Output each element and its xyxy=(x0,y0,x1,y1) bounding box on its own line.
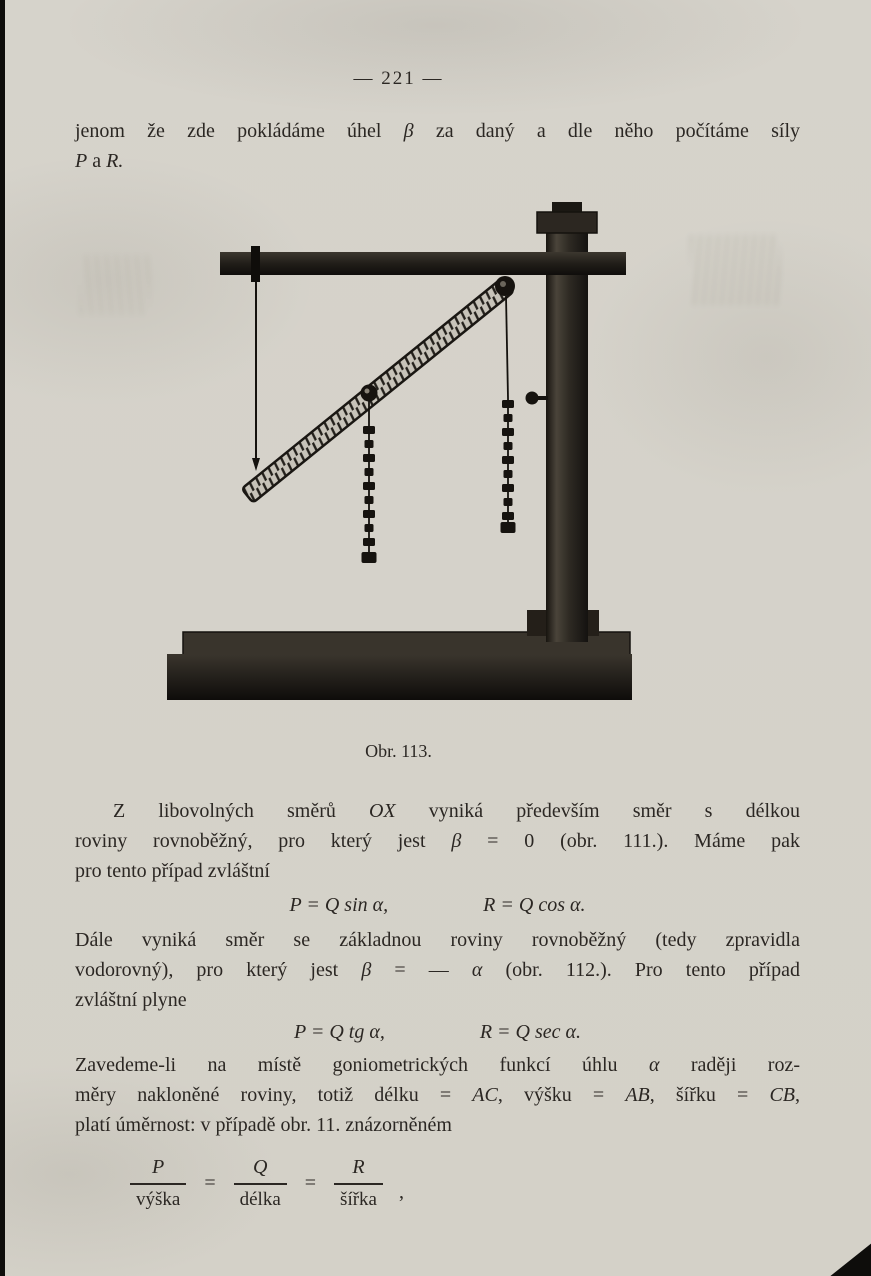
roller xyxy=(361,385,378,402)
scan-edge-artifact xyxy=(0,0,5,1276)
paragraph-1 xyxy=(75,796,800,886)
clamp-knob xyxy=(526,392,539,405)
paragraph-3 xyxy=(75,1050,800,1140)
scan-corner-artifact xyxy=(813,1240,871,1276)
post-cap xyxy=(537,212,597,233)
paragraph-2 xyxy=(75,925,800,1015)
right-weight-string xyxy=(506,296,508,398)
intro-paragraph xyxy=(75,116,800,176)
fraction-numerator: Q xyxy=(234,1156,287,1185)
figure-caption: Obr. 113. xyxy=(365,741,432,761)
fraction-p-vyska xyxy=(130,1156,186,1211)
text-line: Zavedeme-li na místě goniometrických funkcí úhlu α raději roz- xyxy=(75,1054,800,1076)
base-front xyxy=(167,654,632,700)
text-line: měry nakloněné roviny, totiž délku = AC, výšku = AB, šířku = CB, xyxy=(75,1084,800,1106)
text-line: P a R. xyxy=(75,150,124,172)
text-line: jenom že zde pokládáme úhel β za daný a dle něho počítáme síly xyxy=(75,120,800,142)
text-line: platí úměrnost: v případě obr. 11. znázorněném xyxy=(75,1114,452,1136)
equals-sign: = xyxy=(204,1172,216,1194)
figure-inclined-plane-apparatus xyxy=(75,202,800,762)
fraction-denominator: šířka xyxy=(340,1189,377,1210)
formula-right: R = Q sec α. xyxy=(479,1021,582,1043)
fraction-denominator: výška xyxy=(136,1189,181,1210)
string-hook xyxy=(252,458,260,471)
text-line: zvláštní plyne xyxy=(75,989,187,1011)
fraction-denominator: délka xyxy=(239,1189,281,1210)
formula-left: P = Q sin α, xyxy=(289,894,389,916)
left-clamp xyxy=(251,246,260,282)
text-line: vodorovný), pro který jest β = — α (obr. 112.). Pro tento případ xyxy=(75,959,800,981)
fraction-numerator: P xyxy=(130,1156,186,1185)
proportion-equation xyxy=(130,1156,800,1211)
pulley-axle xyxy=(500,281,506,287)
equals-sign: = xyxy=(304,1172,317,1194)
text-line: Dále vyniká směr se základnou roviny rovnoběžný (tedy zpravidla xyxy=(75,929,800,951)
fraction-r-sirka xyxy=(334,1156,383,1211)
formula-tg-sec xyxy=(75,1021,800,1044)
text-line: pro tento případ zvláštní xyxy=(75,860,270,882)
text-line: Z libovolných směrů OX vyniká především směr s délkou xyxy=(113,800,801,822)
text-line: roviny rovnoběžný, pro který jest β = 0 (obr. 111.). Máme pak xyxy=(75,830,800,852)
fraction-numerator: R xyxy=(334,1156,383,1185)
fraction-q-delka xyxy=(234,1156,287,1211)
inclined-plane xyxy=(242,277,514,502)
page-number: — 221 — xyxy=(353,68,444,89)
post xyxy=(546,222,588,642)
formula-right: R = Q cos α. xyxy=(483,894,586,916)
formula-left: P = Q tg α, xyxy=(293,1021,385,1043)
apparatus-illustration xyxy=(165,202,645,707)
trailing-comma: , xyxy=(398,1181,404,1203)
text-column xyxy=(75,0,800,1211)
roller-highlight xyxy=(365,389,370,394)
formula-sin-cos xyxy=(75,894,800,917)
beam xyxy=(220,252,626,275)
